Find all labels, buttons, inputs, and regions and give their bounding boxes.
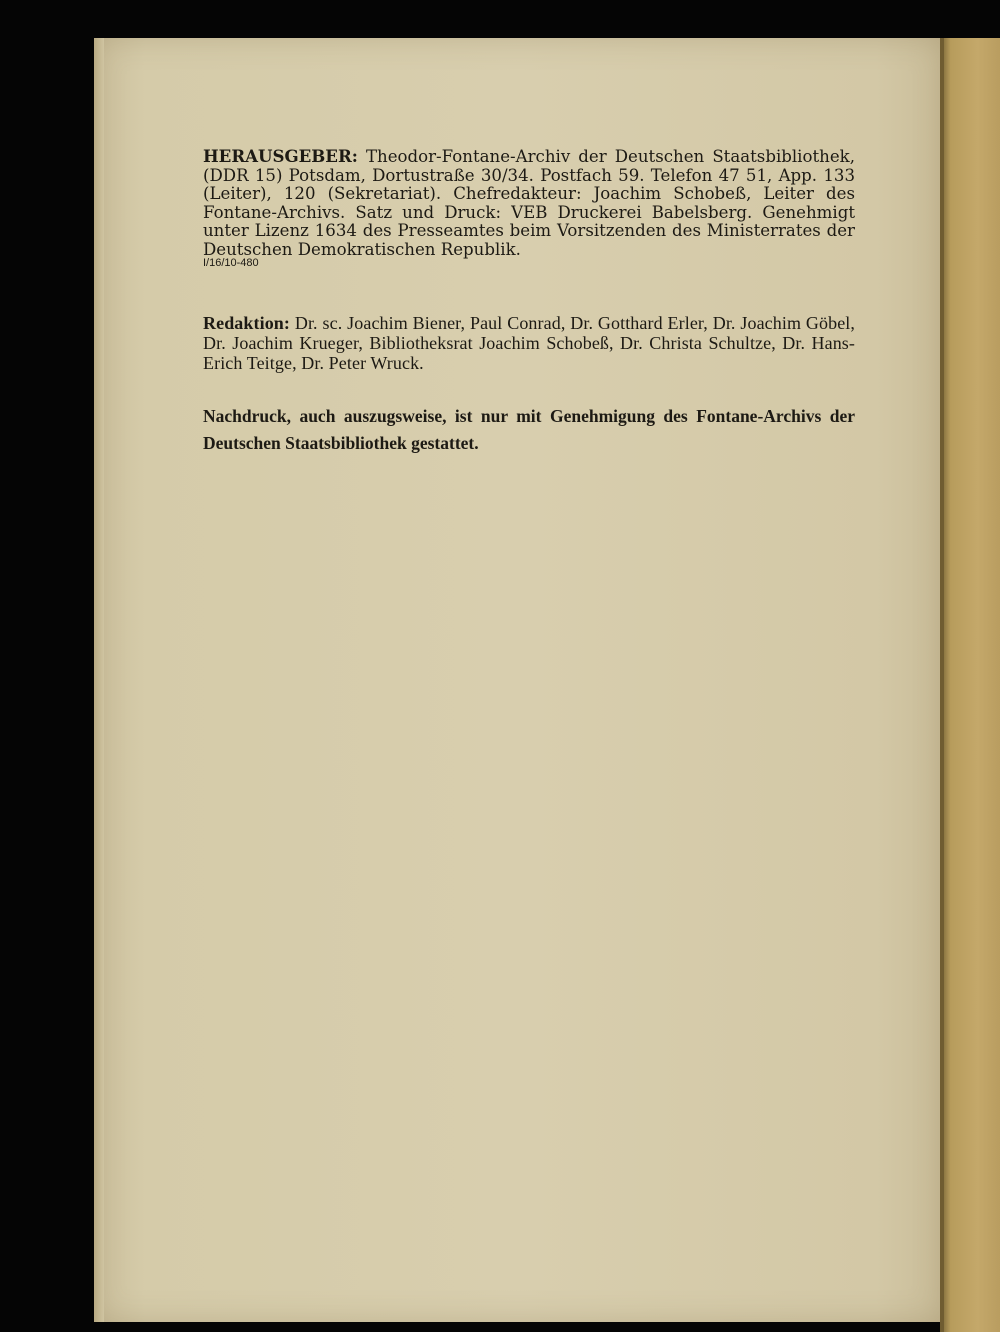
editors-text: Dr. sc. Joachim Biener, Paul Conrad, Dr. Gotthard Erler, Dr. Joachim Göbel, Dr. Joachim Krueger, Bibliotheksrat Joachim Schobeß, Dr. Christa Schultze, Dr. Hans-Erich Teitge, Dr. Peter Wruck. (203, 313, 855, 373)
editors-paragraph (203, 313, 855, 373)
editors-label: Redaktion: (203, 313, 291, 333)
reprint-notice: Nachdruck, auch auszugsweise, ist nur mit Genehmigung des Fontane-Archivs der Deutschen Staatsbibliothek gestattet. (203, 406, 855, 453)
license-code: I/16/10-480 (203, 257, 259, 269)
page-spine-edge (94, 38, 104, 1322)
adjacent-page (944, 38, 1000, 1332)
imprint-paragraph (203, 147, 855, 260)
imprint-label: HERAUSGEBER: (203, 146, 358, 166)
imprint-text: Theodor-Fontane-Archiv der Deutschen Staatsbibliothek, (DDR 15) Potsdam, Dortustraße 30/34. Postfach 59. Telefon 47 51, App. 133 (Leiter), 120 (Sekretariat). Chefredakteur: Joachim Schobeß, Leiter des Fontane-Archivs. Satz und Druck: VEB Druckerei Babelsberg. Genehmigt unter Lizenz 1634 des Presseamtes beim Vorsitzenden des Ministerrates der Deutschen Demokratischen Republik. (203, 147, 855, 259)
